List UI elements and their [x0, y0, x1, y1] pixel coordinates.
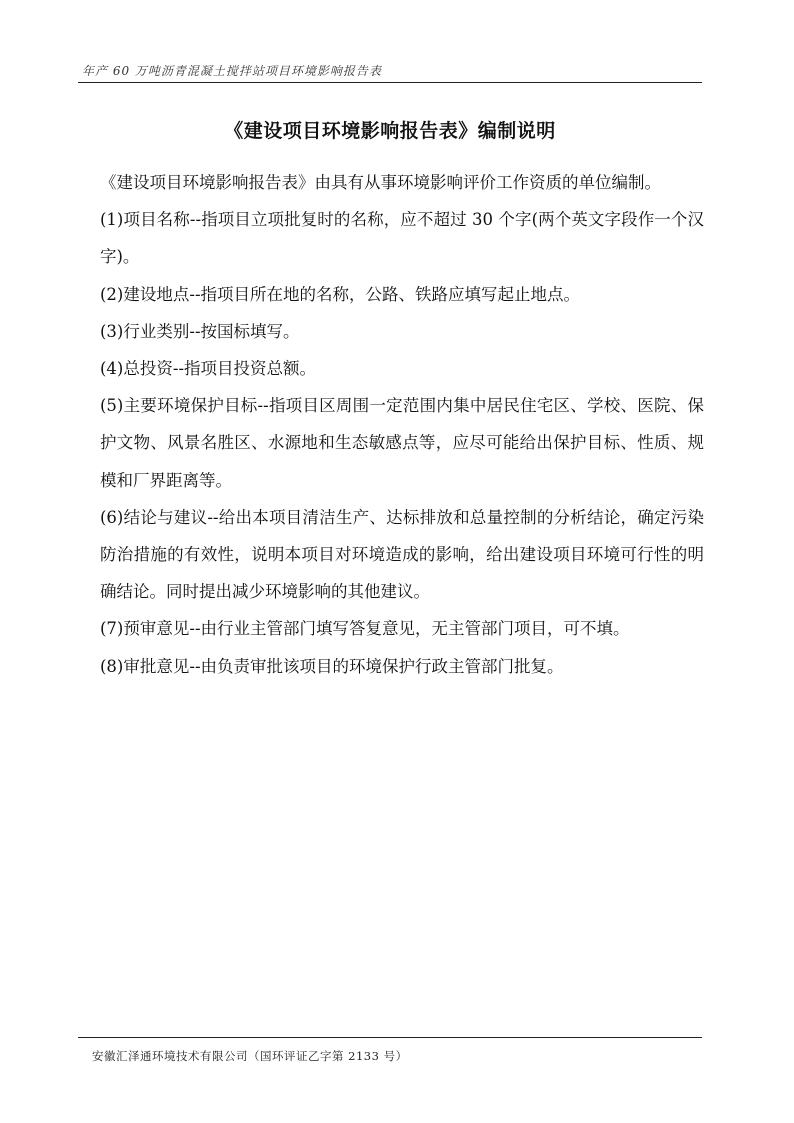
- item-approval-opinion: (8)审批意见--由负责审批该项目的环境保护行政主管部门批复。: [100, 656, 564, 676]
- item-protection-targets: (5)主要环境保护目标--指项目区周围一定范围内集中居民住宅区、学校、医院、保护文物、风景名胜区、水源地和生态敏感点等，应尽可能给出保护目标、性质、规模和厂界距离等。: [100, 396, 704, 490]
- running-footer: 安徽汇泽通环境技术有限公司（国环评证乙字第 2133 号）: [92, 1049, 408, 1063]
- footer-divider: [78, 1037, 702, 1038]
- item-project-name: (1)项目名称--指项目立项批复时的名称，应不超过 30 个字(两个英文字段作一个汉字)。: [100, 210, 704, 267]
- document-body: [100, 164, 704, 685]
- item-conclusions: (6)结论与建议--给出本项目清洁生产、达标排放和总量控制的分析结论，确定污染防治措施的有效性，说明本项目对环境造成的影响，给出建设项目环境可行性的明确结论。同时提出减少环境影响的其他建议。: [100, 507, 704, 602]
- item-preliminary-review: (7)预审意见--由行业主管部门填写答复意见，无主管部门项目，可不填。: [100, 619, 630, 639]
- item-total-investment: (4)总投资--指项目投资总额。: [100, 359, 317, 379]
- item-construction-site: (2)建设地点--指项目所在地的名称，公路、铁路应填写起止地点。: [100, 284, 581, 304]
- item-industry-category: (3)行业类别--按国标填写。: [100, 321, 300, 341]
- running-header: 年产 60 万吨沥青混凝土搅拌站项目环境影响报告表: [82, 64, 382, 78]
- document-title: 《建设项目环境影响报告表》编制说明: [224, 120, 556, 142]
- header-divider: [78, 82, 702, 83]
- intro-paragraph: 《建设项目环境影响报告表》由具有从事环境影响评价工作资质的单位编制。: [100, 173, 661, 192]
